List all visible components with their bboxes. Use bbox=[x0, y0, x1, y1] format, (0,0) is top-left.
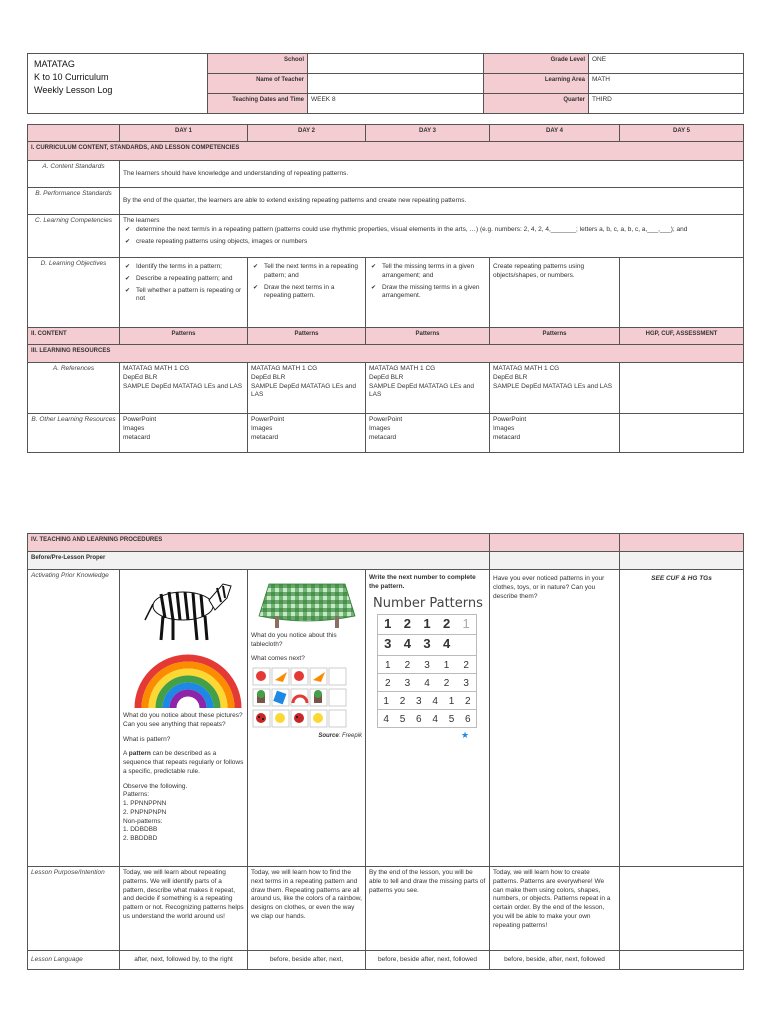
number-cell: 4 bbox=[383, 714, 389, 726]
number-pattern-grid bbox=[377, 614, 477, 728]
activating-day4: Have you ever noticed patterns in your clothes, toys, or in nature? Can you describe them? bbox=[490, 570, 620, 867]
purpose-day3: By the end of the lesson, you will be able to tell and draw the missing parts of patterns you see. bbox=[366, 867, 490, 951]
number-cell: 4 bbox=[432, 696, 438, 708]
other-day5 bbox=[620, 414, 744, 453]
day3-instruction: Write the next number to complete the pattern. bbox=[369, 574, 476, 590]
tablecloth-image bbox=[255, 576, 359, 630]
competency-item: ✔ create repeating patterns using objects, images or numbers bbox=[123, 238, 740, 247]
section-4-blank bbox=[620, 534, 744, 552]
ref-line: DepEd BLR bbox=[369, 373, 404, 381]
number-row bbox=[377, 692, 477, 710]
object-pattern-image bbox=[251, 666, 355, 730]
number-cell: 2 bbox=[404, 660, 411, 672]
content-day4: Patterns bbox=[490, 328, 620, 345]
res-line: PowerPoint bbox=[251, 416, 285, 423]
grade-field[interactable]: ONE bbox=[589, 54, 744, 74]
language-day5 bbox=[620, 951, 744, 970]
other-day3 bbox=[366, 414, 490, 453]
day1-observe: Observe the following. bbox=[123, 782, 188, 790]
res-line: Images bbox=[251, 424, 273, 432]
ref-line: MATATAG MATH 1 CG bbox=[123, 365, 190, 372]
header-table bbox=[27, 53, 744, 114]
activating-label: Activating Prior Knowledge bbox=[28, 570, 120, 867]
def-term: pattern bbox=[128, 750, 151, 758]
res-line: metacard bbox=[123, 433, 151, 441]
ref-line: SAMPLE DepEd MATATAG LEs and LAS bbox=[369, 382, 475, 399]
objective-item: ✔ Tell the next terms in a repeating pattern; and bbox=[251, 263, 362, 281]
nonpattern-item: 2. BBDDBD bbox=[123, 835, 158, 843]
res-line: PowerPoint bbox=[123, 416, 157, 423]
competencies-label: C. Learning Competencies bbox=[28, 215, 120, 258]
number-cell: 3 bbox=[424, 660, 430, 672]
title-line3: Weekly Lesson Log bbox=[34, 85, 113, 96]
rainbow-image bbox=[133, 650, 243, 710]
references-day4 bbox=[490, 363, 620, 414]
section-4-blank bbox=[490, 534, 620, 552]
ref-line: MATATAG MATH 1 CG bbox=[369, 365, 436, 372]
activating-day2 bbox=[248, 570, 366, 867]
day-5-header: DAY 5 bbox=[620, 125, 744, 142]
number-cell: 1 bbox=[443, 660, 450, 672]
objective-item: ✔ Describe a repeating pattern; and bbox=[123, 275, 244, 284]
number-cell: 2 bbox=[403, 616, 411, 632]
procedures-table bbox=[27, 533, 744, 970]
competencies-intro: The learners bbox=[123, 217, 160, 224]
language-label: Lesson Language bbox=[28, 951, 120, 970]
number-row bbox=[377, 635, 477, 656]
number-cell: 3 bbox=[463, 678, 469, 690]
area-field[interactable]: MATH bbox=[589, 74, 744, 94]
number-cell: 1 bbox=[448, 696, 455, 708]
competency-item: ✔ determine the next term/s in a repeating pattern (patterns could use rhythmic properties, visual elements in the arts, …) (e.g. numbers: 2, 4, 2, 4,_______; letters a, b, c, a, b, c, a,___,___); and bbox=[123, 226, 740, 235]
day1-definition bbox=[123, 750, 244, 776]
number-cell: 6 bbox=[416, 714, 422, 726]
language-day4: before, beside, after, next, followed bbox=[490, 951, 620, 970]
number-row bbox=[377, 614, 477, 635]
number-cell: 1 bbox=[383, 696, 389, 708]
objective-item: ✔ Identify the terms in a pattern; bbox=[123, 263, 244, 272]
number-cell: 2 bbox=[465, 696, 471, 708]
purpose-day5 bbox=[620, 867, 744, 951]
day-1-header: DAY 1 bbox=[120, 125, 248, 142]
day1-question: What do you notice about these pictures? Can you see anything that repeats? bbox=[123, 712, 243, 728]
dates-field[interactable]: WEEK 8 bbox=[308, 94, 484, 114]
number-row bbox=[377, 674, 477, 692]
objectives-label: D. Learning Objectives bbox=[28, 258, 120, 328]
objective-item: ✔ Tell the missing terms in a given arrangement; and bbox=[369, 263, 486, 281]
purpose-label: Lesson Purpose/Intention bbox=[28, 867, 120, 951]
blank-cell bbox=[456, 635, 476, 655]
ref-line: SAMPLE DepEd MATATAG LEs and LAS bbox=[251, 382, 357, 399]
star-decorations bbox=[369, 730, 479, 740]
ref-line: MATATAG MATH 1 CG bbox=[251, 365, 318, 372]
content-standards-label: A. Content Standards bbox=[28, 161, 120, 188]
language-day3: before, beside after, next, followed bbox=[366, 951, 490, 970]
performance-standards-label: B. Performance Standards bbox=[28, 188, 120, 215]
number-cell: 2 bbox=[443, 678, 450, 690]
quarter-label: Quarter bbox=[484, 94, 589, 114]
pattern-item: 2. PNPNPNPN bbox=[123, 808, 167, 816]
number-patterns-title: Number Patterns bbox=[373, 595, 483, 611]
res-line: Images bbox=[123, 424, 145, 432]
res-line: metacard bbox=[251, 433, 279, 441]
title-line1: MATATAG bbox=[34, 59, 75, 69]
other-day2 bbox=[248, 414, 366, 453]
number-cell: 1 bbox=[385, 660, 391, 672]
teacher-label: Name of Teacher bbox=[208, 74, 308, 94]
svg-text:★: ★ bbox=[461, 731, 470, 741]
number-cell: 3 bbox=[384, 636, 392, 652]
number-cell: 1 bbox=[462, 616, 470, 632]
res-line: PowerPoint bbox=[369, 416, 403, 423]
activating-day1 bbox=[120, 570, 248, 867]
number-cell: 5 bbox=[399, 714, 406, 726]
ref-line: DepEd BLR bbox=[493, 373, 528, 381]
purpose-day2: Today, we will learn how to find the next terms in a repeating pattern and draw them. Repeating patterns are all around us, like the colors of a rainbow, designs on clothes, or even the way we clap our hands. bbox=[248, 867, 366, 951]
other-day4 bbox=[490, 414, 620, 453]
number-cell: 1 bbox=[423, 616, 431, 632]
references-day2 bbox=[248, 363, 366, 414]
area-label: Learning Area bbox=[484, 74, 589, 94]
res-line: Images bbox=[493, 424, 515, 432]
title-line2: K to 10 Curriculum bbox=[34, 72, 109, 83]
res-line: metacard bbox=[493, 433, 521, 441]
corner-cell bbox=[28, 125, 120, 142]
number-row bbox=[377, 710, 477, 728]
number-cell: 3 bbox=[416, 696, 422, 708]
def-text: A bbox=[123, 750, 129, 758]
objective-item: ✔ Draw the missing terms in a given arrangement. bbox=[369, 284, 486, 302]
see-cuf-note: SEE CUF & HG TGs bbox=[651, 575, 712, 582]
other-resources-label: B. Other Learning Resources bbox=[28, 414, 120, 453]
content-standards-text: The learners should have knowledge and understanding of repeating patterns. bbox=[120, 161, 744, 188]
references-day1 bbox=[120, 363, 248, 414]
references-label: A. References bbox=[28, 363, 120, 414]
content-day2: Patterns bbox=[248, 328, 366, 345]
references-day3 bbox=[366, 363, 490, 414]
content-day1: Patterns bbox=[120, 328, 248, 345]
objectives-day5 bbox=[620, 258, 744, 328]
day2-question1: What do you notice about this tablecloth? bbox=[251, 632, 337, 648]
patterns-label: Patterns: bbox=[123, 791, 150, 799]
quarter-field[interactable]: THIRD bbox=[589, 94, 744, 114]
ref-line: MATATAG MATH 1 CG bbox=[493, 365, 560, 372]
pre-lesson-title: Before/Pre-Lesson Proper bbox=[28, 552, 490, 570]
number-cell: 4 bbox=[432, 714, 438, 726]
references-day5 bbox=[620, 363, 744, 414]
language-day2: before, beside after, next, bbox=[248, 951, 366, 970]
objectives-day4: Create repeating patterns using objects/shapes, or numbers. bbox=[490, 258, 620, 328]
content-day5: HGP, CUF, ASSESSMENT bbox=[620, 328, 744, 345]
pattern-item: 1. PPNNPPNN bbox=[123, 800, 167, 808]
zebra-image bbox=[133, 576, 243, 644]
objective-item: ✔ Draw the next terms in a repeating pattern. bbox=[251, 284, 362, 302]
ref-line: SAMPLE DepEd MATATAG LEs and LAS bbox=[493, 382, 613, 390]
purpose-day4: Today, we will learn how to create patterns. Patterns are everywhere! We can make them using colors, shapes, numbers, or objects. Patterns repeat in a certain order. By the end of the lesson, you will be able to make your own repeating patterns! bbox=[490, 867, 620, 951]
teacher-field[interactable] bbox=[308, 74, 484, 94]
purpose-day1: Today, we will learn about repeating patterns. We will identify parts of a pattern, describe what makes it repeat, and decide if something is a repeating pattern or not. Recognizing patterns helps us understand the world around us! bbox=[120, 867, 248, 951]
nonpatterns-label: Non-patterns: bbox=[123, 817, 163, 825]
section-1-title: I. CURRICULUM CONTENT, STANDARDS, AND LESSON COMPETENCIES bbox=[28, 142, 744, 161]
number-cell: 2 bbox=[399, 696, 406, 708]
res-line: metacard bbox=[369, 433, 397, 441]
language-day1: after, next, followed by, to the right bbox=[120, 951, 248, 970]
other-day1 bbox=[120, 414, 248, 453]
number-cell: 4 bbox=[442, 636, 451, 652]
res-line: PowerPoint bbox=[493, 416, 527, 423]
day-4-header: DAY 4 bbox=[490, 125, 620, 142]
day1-what-pattern: What is pattern? bbox=[123, 735, 171, 743]
day-2-header: DAY 2 bbox=[248, 125, 366, 142]
section-4-title: IV. TEACHING AND LEARNING PROCEDURES bbox=[28, 534, 490, 552]
def-text: can be described as a sequence that repeats regularly or follows a specific, predictable rule. bbox=[123, 750, 244, 775]
source-label: Source bbox=[318, 733, 339, 740]
nonpattern-item: 1. DDBDBB bbox=[123, 826, 158, 834]
objectives-day3 bbox=[366, 258, 490, 328]
ref-line: SAMPLE DepEd MATATAG LEs and LAS bbox=[123, 382, 243, 390]
dates-label: Teaching Dates and Time bbox=[208, 94, 308, 114]
ref-line: DepEd BLR bbox=[123, 373, 158, 381]
pre-lesson-blank bbox=[490, 552, 620, 570]
number-cell: 1 bbox=[384, 616, 392, 632]
objectives-day2 bbox=[248, 258, 366, 328]
content-day3: Patterns bbox=[366, 328, 490, 345]
pre-lesson-blank bbox=[620, 552, 744, 570]
day2-question2: What comes next? bbox=[251, 654, 305, 662]
school-field[interactable] bbox=[308, 54, 484, 74]
number-cell: 2 bbox=[442, 616, 451, 632]
lesson-log-title bbox=[28, 54, 208, 114]
activating-day3 bbox=[366, 570, 490, 867]
activating-day5 bbox=[620, 570, 744, 867]
objective-item: ✔ Tell whether a pattern is repeating or not bbox=[123, 287, 244, 305]
number-cell: 2 bbox=[463, 660, 469, 672]
ref-line: DepEd BLR bbox=[251, 373, 286, 381]
objectives-day1 bbox=[120, 258, 248, 328]
number-cell: 5 bbox=[448, 714, 455, 726]
number-cell: 4 bbox=[403, 636, 411, 652]
performance-standards-text: By the end of the quarter, the learners are able to extend existing repeating patterns and create new repeating patterns. bbox=[120, 188, 744, 215]
number-cell: 6 bbox=[465, 714, 471, 726]
number-cell: 3 bbox=[423, 636, 431, 652]
number-cell: 4 bbox=[424, 678, 430, 690]
res-line: Images bbox=[369, 424, 391, 432]
grade-label: Grade Level bbox=[484, 54, 589, 74]
main-table bbox=[27, 124, 744, 453]
school-label: School bbox=[208, 54, 308, 74]
number-cell: 2 bbox=[385, 678, 391, 690]
competencies-cell bbox=[120, 215, 744, 258]
number-cell: 3 bbox=[404, 678, 411, 690]
number-row bbox=[377, 656, 477, 674]
day-3-header: DAY 3 bbox=[366, 125, 490, 142]
section-2-title: II. CONTENT bbox=[28, 328, 120, 345]
source-value: : Freepik bbox=[338, 733, 362, 740]
section-3-title: III. LEARNING RESOURCES bbox=[28, 345, 744, 363]
